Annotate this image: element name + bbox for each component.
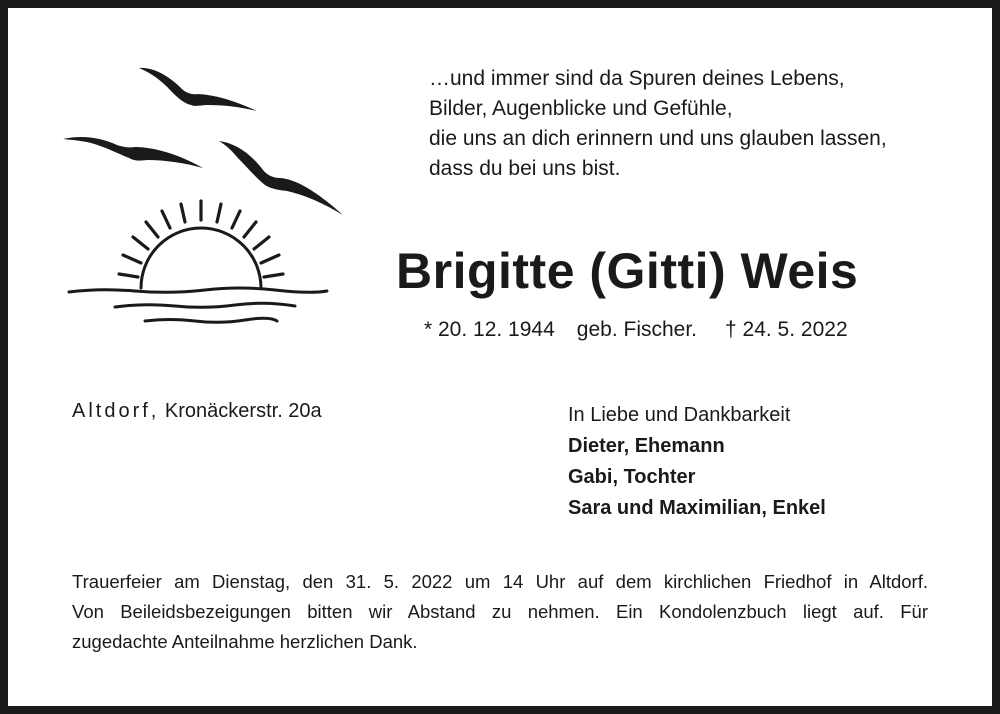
poem-line: dass du bei uns bist. bbox=[429, 157, 621, 180]
address-city: Altdorf, bbox=[72, 400, 160, 422]
poem bbox=[429, 64, 887, 184]
seagull-icon bbox=[139, 68, 257, 111]
maiden-name: geb. Fischer. bbox=[576, 318, 698, 341]
notice-line: Von Beileidsbezeigungen bitten wir Abstand zu nehmen. Ein Kondolenzbuch liegt auf. Für bbox=[72, 601, 928, 622]
birth-date: * 20. 12. 1944 bbox=[424, 318, 555, 341]
poem-line: die uns an dich erinnern und uns glauben lassen, bbox=[429, 127, 887, 150]
address bbox=[72, 400, 322, 423]
poem-line: …und immer sind da Spuren deines Lebens, bbox=[429, 67, 845, 90]
seagull-icon bbox=[63, 137, 203, 168]
notice-line: zugedachte Anteilnahme herzlichen Dank. bbox=[72, 631, 418, 652]
family-intro: In Liebe und Dankbarkeit bbox=[568, 404, 791, 426]
deceased-name: Brigitte (Gitti) Weis bbox=[396, 243, 859, 299]
seagulls-sunset-illustration bbox=[55, 55, 355, 340]
sunset-icon bbox=[69, 201, 327, 322]
family-member: Sara und Maximilian, Enkel bbox=[568, 497, 826, 519]
family-signatures bbox=[568, 400, 826, 524]
poem-line: Bilder, Augenblicke und Gefühle, bbox=[429, 97, 733, 120]
funeral-notice bbox=[72, 567, 928, 657]
notice-line: Trauerfeier am Dienstag, den 31. 5. 2022 um 14 Uhr auf dem kirchlichen Friedhof in Altdorf. bbox=[72, 571, 928, 592]
death-date: † 24. 5. 2022 bbox=[725, 318, 848, 341]
family-member: Dieter, Ehemann bbox=[568, 435, 725, 457]
family-member: Gabi, Tochter bbox=[568, 466, 696, 488]
seagull-icon bbox=[219, 141, 343, 215]
address-street: Kronäckerstr. 20a bbox=[164, 400, 322, 422]
life-dates bbox=[424, 318, 848, 342]
